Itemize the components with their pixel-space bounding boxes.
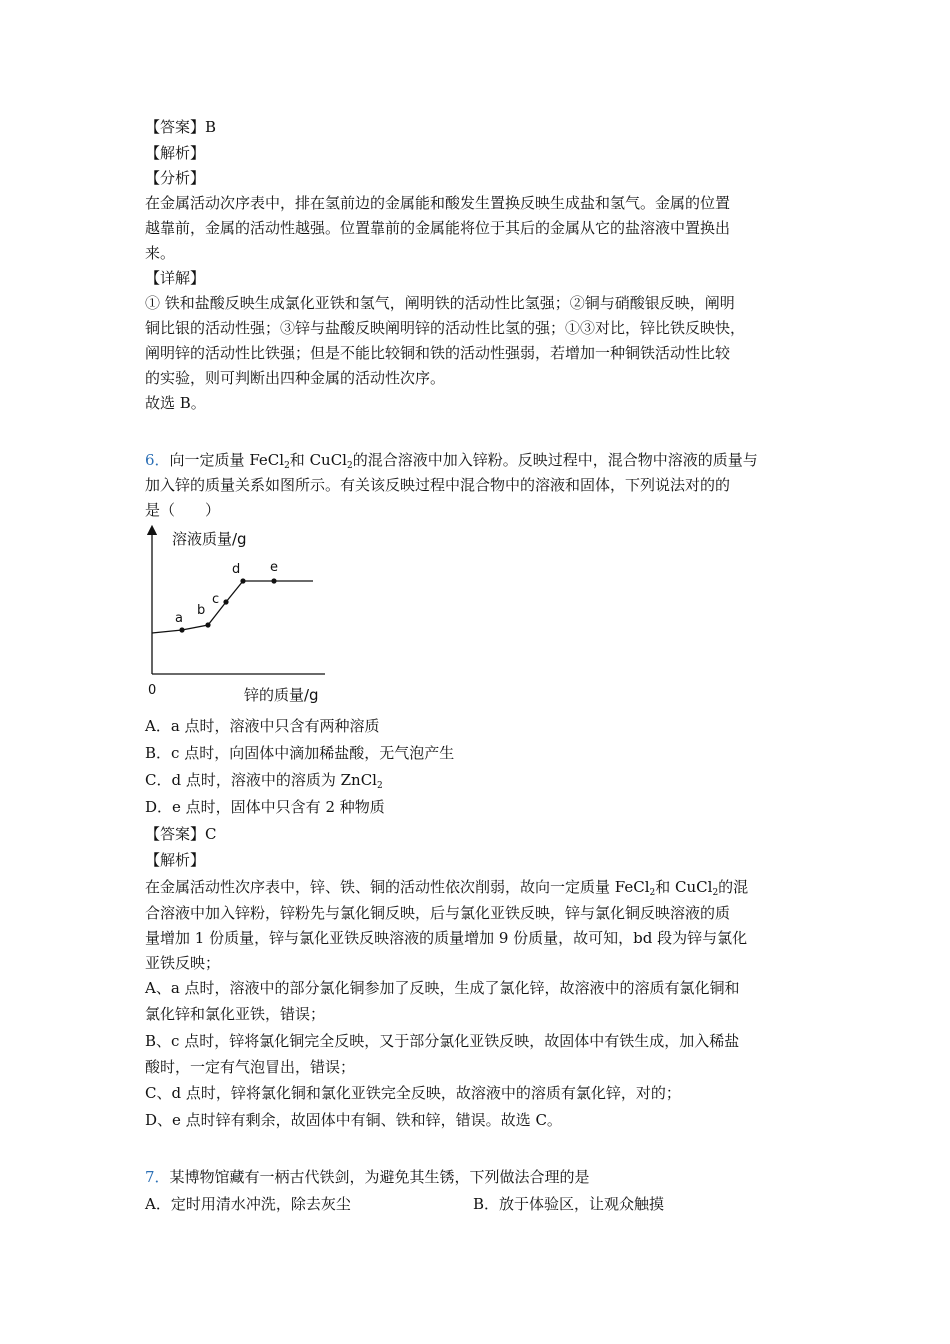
subscript: 2 (712, 888, 719, 898)
q6-analysis-part: 在金属活动性次序表中，锌、铁、铜的活动性依次削弱，故向一定质量 FeCl (145, 878, 650, 896)
q6-analysis-line: 酸时，一定有气泡冒出，错误； (145, 1058, 356, 1076)
subscript: 2 (376, 781, 383, 791)
q6-stem-line: 是（ ） (145, 501, 221, 519)
q7-option-b: B．放于体验区，让观众触摸 (473, 1195, 665, 1213)
q5-xiangjie-heading: 【详解】 (145, 269, 206, 287)
q6-analysis-line: C、d 点时，锌将氯化铜和氯化亚铁完全反映，故溶液中的溶质有氯化锌，对的； (145, 1084, 681, 1102)
q5-answer: 【答案】B (145, 118, 217, 136)
q6-analysis-part: 和 CuCl (655, 878, 713, 896)
q6-analysis-line (145, 877, 748, 900)
q6-option-c (145, 770, 383, 793)
q6-answer: 【答案】C (145, 825, 217, 843)
q6-stem-part: 和 CuCl (289, 451, 347, 469)
q6-option-a: A．a 点时，溶液中只含有两种溶质 (145, 717, 380, 735)
q6-analysis-line: 亚铁反映； (145, 954, 221, 972)
q6-stem-part: 向一定质量 FeCl (169, 451, 285, 469)
q6-analysis-line: 氯化锌和氯化亚铁，错误； (145, 1005, 326, 1023)
q6-analysis-line: 合溶液中加入锌粉，锌粉先与氯化铜反映，后与氯化亚铁反映，锌与氯化铜反映溶液的质 (145, 904, 731, 922)
point-d (240, 578, 245, 583)
point-b (205, 622, 210, 627)
origin-label: 0 (148, 683, 157, 698)
q6-stem-line: 加入锌的质量关系如图所示。有关该反映过程中混合物中的溶液和固体，下列说法对的的 (145, 476, 731, 494)
q6-analysis-line: B、c 点时，锌将氯化铜完全反映，又于部分氯化亚铁反映，故固体中有铁生成，加入稀盐 (145, 1032, 740, 1050)
q6-stem-part: 的混合溶液中加入锌粉。反映过程中，混合物中溶液的质量与 (352, 451, 758, 469)
point-a-label: a (175, 611, 183, 626)
q6-number: 6． (145, 451, 170, 469)
q6-option-d: D．e 点时，固体中只含有 2 种物质 (145, 798, 385, 816)
q7-number: 7． (145, 1168, 170, 1186)
y-axis-label: 溶液质量/g (172, 530, 247, 548)
q6-analysis-line: D、e 点时锌有剩余，故固体中有铜、铁和锌，错误。故选 C。 (145, 1111, 562, 1129)
q5-fenxi-line: 越靠前，金属的活动性越强。位置靠前的金属能将位于其后的金属从它的盐溶液中置换出 (145, 219, 731, 237)
subscript: 2 (649, 888, 656, 898)
q5-xiangjie-line: 铜比银的活动性强；③锌与盐酸反映阐明锌的活动性比氢的强；①③对比，锌比铁反映快， (145, 319, 746, 337)
q6-option-c-text: C．d 点时，溶液中的溶质为 ZnCl (145, 771, 377, 789)
subscript: 2 (284, 461, 290, 471)
q5-conclusion: 故选 B。 (145, 394, 206, 412)
point-b-label: b (197, 603, 206, 618)
q7-stem-text: 某博物馆藏有一柄古代铁剑，为避免其生锈，下列做法合理的是 (169, 1168, 590, 1186)
point-d-label: d (232, 562, 241, 577)
q5-fenxi-line: 来。 (145, 244, 176, 262)
q6-option-b: B．c 点时，向固体中滴加稀盐酸，无气泡产生 (145, 744, 455, 762)
q6-analysis-line: 量增加 1 份质量，锌与氯化亚铁反映溶液的质量增加 9 份质量，故可知，bd 段为锌与氯化 (145, 929, 748, 947)
q5-xiangjie-line: 阐明锌的活动性比铁强；但是不能比较铜和铁的活动性强弱，若增加一种铜铁活动性比较 (145, 344, 731, 362)
point-c (223, 599, 228, 604)
point-e-label: e (270, 560, 278, 575)
q6-analysis-heading: 【解析】 (145, 851, 206, 869)
q7-option-a: A．定时用清水冲洗，除去灰尘 (145, 1195, 351, 1213)
subscript: 2 (346, 461, 353, 471)
x-axis-label: 锌的质量/g (244, 686, 319, 704)
q5-xiangjie-line: 的实验，则可判断出四种金属的活动性次序。 (145, 369, 446, 387)
q6-analysis-part: 的混 (718, 878, 749, 896)
point-a (179, 627, 184, 632)
point-c-label: c (212, 592, 220, 607)
q6-graph (140, 522, 340, 707)
q5-fenxi-heading: 【分析】 (145, 169, 206, 187)
point-e (271, 578, 276, 583)
q6-stem-line (145, 450, 758, 473)
q5-fenxi-line: 在金属活动次序表中，排在氢前边的金属能和酸发生置换反映生成盐和氢气。金属的位置 (145, 194, 731, 212)
q5-xiangjie-line: ① 铁和盐酸反映生成氯化亚铁和氢气，阐明铁的活动性比氢强；②铜与硝酸银反映，阐明 (145, 294, 735, 312)
q6-analysis-line: A、a 点时，溶液中的部分氯化铜参加了反映，生成了氯化锌，故溶液中的溶质有氯化铜和 (145, 979, 740, 997)
q7-stem (145, 1167, 590, 1187)
q5-analysis-heading: 【解析】 (145, 144, 206, 162)
